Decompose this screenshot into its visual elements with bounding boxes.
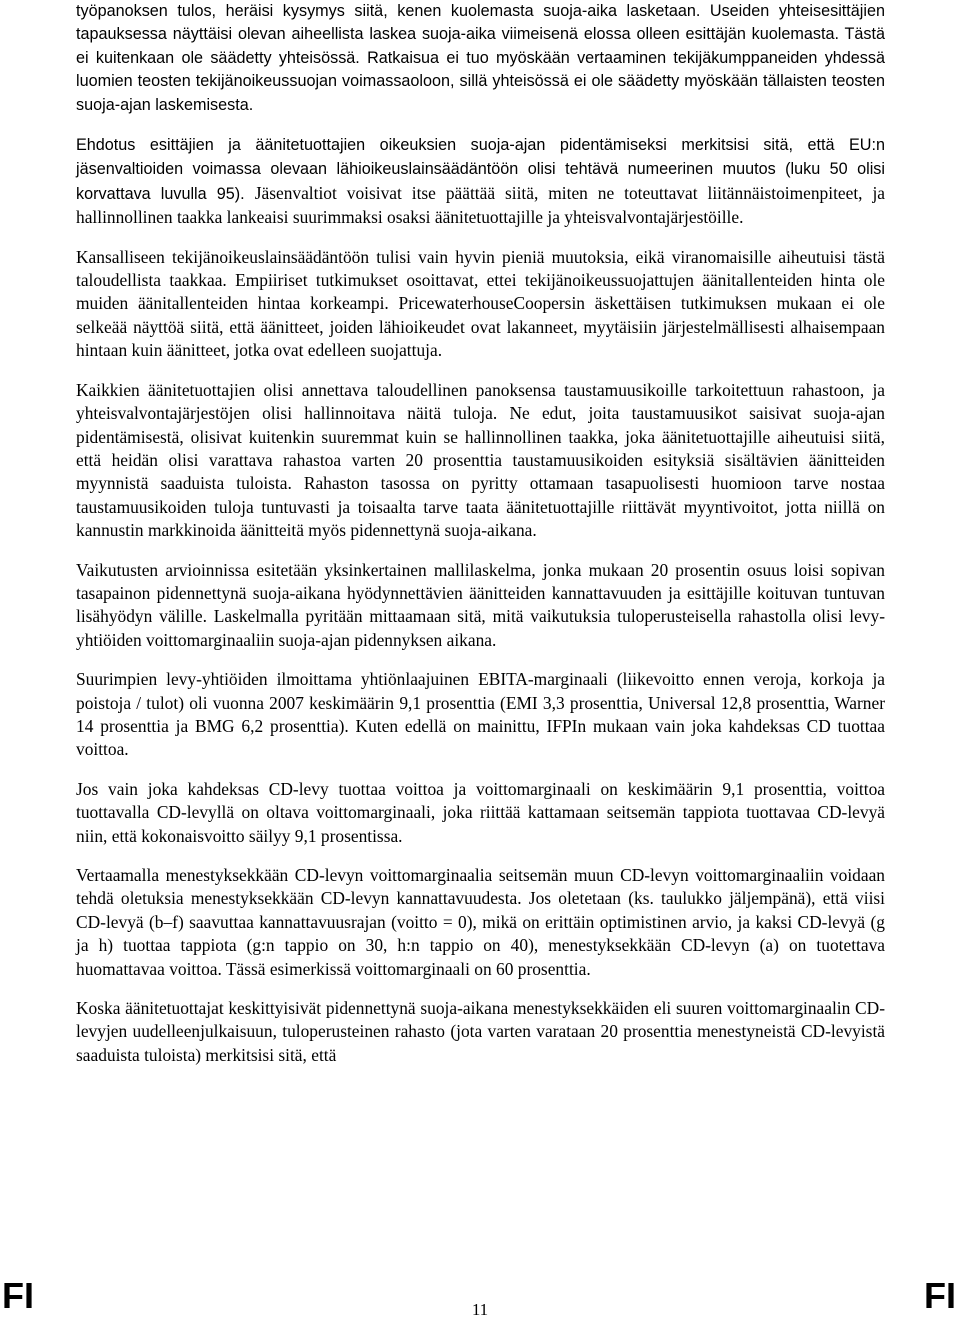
footer-language-code-right: FI	[924, 1275, 956, 1316]
paragraph-8	[76, 864, 885, 981]
paragraph-gap	[76, 363, 885, 379]
paragraph-gap	[76, 981, 885, 997]
paragraph-gap	[76, 848, 885, 864]
paragraph-7-text: Jos vain joka kahdeksas CD-levy tuottaa voittoa ja voittomarginaali on keskimäärin 9,1 prosenttia, voittoa tuottavalla CD-levyllä on oltava voittomarginaali, joka riittää kattamaan seitsemän tappiota tuottavaa CD-levyä niin, että kokonaisvoitto säilyy 9,1 prosentissa.	[76, 778, 885, 846]
document-body	[76, 0, 885, 1067]
paragraph-gap	[76, 230, 885, 246]
paragraph-9	[76, 997, 885, 1067]
paragraph-4	[76, 379, 885, 543]
paragraph-gap	[76, 117, 885, 133]
paragraph-gap	[76, 762, 885, 778]
paragraph-5-text: Vaikutusten arvioinnissa esitetään yksinkertainen mallilaskelma, jonka mukaan 20 prosentin osuus loisi sopivan tasapainon pidennettynä suoja-aikana hyödynnettävien äänitteiden kannattavuuden ja esittäjille koituvan tuntuvan lisähyödyn välille. Laskelmalla pyritään mittaamaan sitä, mitä vaikutuksia tuloperusteisella rahastolla olisi levy-yhtiöiden voittomarginaaliin suoja-ajan pidennyksen aikana.	[76, 559, 885, 650]
paragraph-7	[76, 778, 885, 848]
paragraph-3	[76, 246, 885, 363]
paragraph-1-text: työpanoksen tulos, heräisi kysymys siitä, kenen kuolemasta suoja-aika lasketaan. Useiden yhteisesittäjien tapauksessa näyttäisi olevan aiheellista laskea suoja-aika viimeisenä elossa olleen esittäjän kuolemasta. Tästä ei kuitenkaan ole säädetty yhteisössä. Ratkaisua ei tuo myöskään vertaaminen tekijäkumppaneiden yhdessä luomien teosten tekijänoikeussuojan voimassaoloon, sillä yhteisössä ei ole säädetty myöskään tällaisten teosten suoja-ajan laskemisesta.	[76, 2, 885, 114]
page-number: 11	[471, 1300, 489, 1319]
paragraph-6	[76, 668, 885, 762]
paragraph-gap	[76, 543, 885, 559]
footer-language-code-left: FI	[2, 1275, 34, 1316]
paragraph-5	[76, 559, 885, 653]
paragraph-3-text: Kansalliseen tekijänoikeuslainsäädäntöön tulisi vain hyvin pieniä muutoksia, eikä viranomaisille aiheutuisi tästä taloudellista taakkaa. Empiiriset tutkimukset osoittavat, ettei tekijänoikeussuojattujen äänitallenteiden hinta ole muiden äänitallenteiden hintaa korkeampi. PricewaterhouseCoopersin äskettäisen tutkimuksen mukaan ei ole selkeää näyttöä siitä, että äänitteet, joiden lähioikeudet ovat lakanneet, myytäisiin järjestelmällisesti alhaisempaan hintaan kuin äänitteet, jotka ovat edelleen suojattuja.	[76, 246, 885, 361]
paragraph-1	[76, 0, 885, 117]
paragraph-9-text: Koska äänitetuottajat keskittyisivät pidennettynä suoja-aikana menestyksekkäiden eli suuren voittomarginaalin CD-levyjen uudelleenjulkaisuun, tuloperusteinen rahasto (jota varten varataan 20 prosenttia menestyneistä CD-levyistä saaduista tuloista) merkitsisi sitä, että	[76, 998, 885, 1065]
paragraph-2-serif-text: Jäsenvaltiot voisivat itse päättää siitä, miten ne toteuttavat liitännäistoimenpiteet, ja hallinnollinen taakka lankeaisi suurimmaksi osaksi äänitetuottajille ja yhteisvalvontajärjestöille.	[76, 182, 885, 228]
paragraph-8-text: Vertaamalla menestyksekkään CD-levyn voittomarginaalia seitsemän muun CD-levyn voittomarginaaliin voidaan tehdä oletuksia menestyksekkään CD-levyn kannattavuudesta. Jos oletetaan (ks. taulukko jäljempänä), että viisi CD-levyä (b–f) saavuttaa kannattavuusrajan (voitto = 0), mikä on erittäin optimistinen arvio, ja kaksi CD-levyä (g ja h) tuottaa tappiota (g:n tappio on 30, h:n tappio on 40), menestyksekkään CD-levyn (a) on tuotettava huomattavaa voittoa. Tässä esimerkissä voittomarginaali on 60 prosenttia.	[76, 865, 885, 979]
paragraph-2-sans-text: Ehdotus esittäjien ja äänitetuottajien oikeuksien suoja-ajan pidentämiseksi merkitsisi sitä, että EU:n jäsenvaltioiden voimassa olevaan lähioikeuslainsäädäntöön olisi tehtävä numeerinen muutos (luku 50 olisi korvattava luvulla 95).	[76, 136, 885, 203]
paragraph-2	[76, 133, 885, 230]
paragraph-6-text: Suurimpien levy-yhtiöiden ilmoittama yhtiönlaajuinen EBITA-marginaali (liikevoitto ennen veroja, korkoja ja poistoja / tulot) oli vuonna 2007 keskimäärin 9,1 prosenttia (EMI 3,3 prosenttia, Universal 12,8 prosenttia, Warner 14 prosenttia ja BMG 6,2 prosenttia). Kuten edellä on mainittu, IFPIn mukaan vain joka kahdeksas CD tuottaa voittoa.	[76, 669, 885, 760]
paragraph-gap	[76, 652, 885, 668]
paragraph-4-text: Kaikkien äänitetuottajien olisi annettava taloudellinen panoksensa taustamuusikoille tarkoitettuun rahastoon, ja yhteisvalvontajärjestöjen olisi hallinnoitava näitä tuloja. Ne edut, joita taustamuusikot saisivat suoja-ajan pidentämisestä, olisivat kuitenkin suuremmat kuin se hallinnollinen taakka, joka äänitetuottajille aiheutuisi siitä, että heidän olisi varattava rahastoa varten 20 prosenttia taustamuusikoiden esityksiä sisältävien äänitteiden myynnistä saaduista tuloista. Rahaston tasossa on pyritty ottamaan tasapuolisesti huomioon tarve nostaa taustamuusikoiden tuloja tuntuvasti ja toisaalta tarve taata äänitetuottajille riittävät myyntivoitot, jotta niillä on kannustin markkinoida äänitteitä myös pidennettynä suoja-aikana.	[76, 379, 885, 541]
